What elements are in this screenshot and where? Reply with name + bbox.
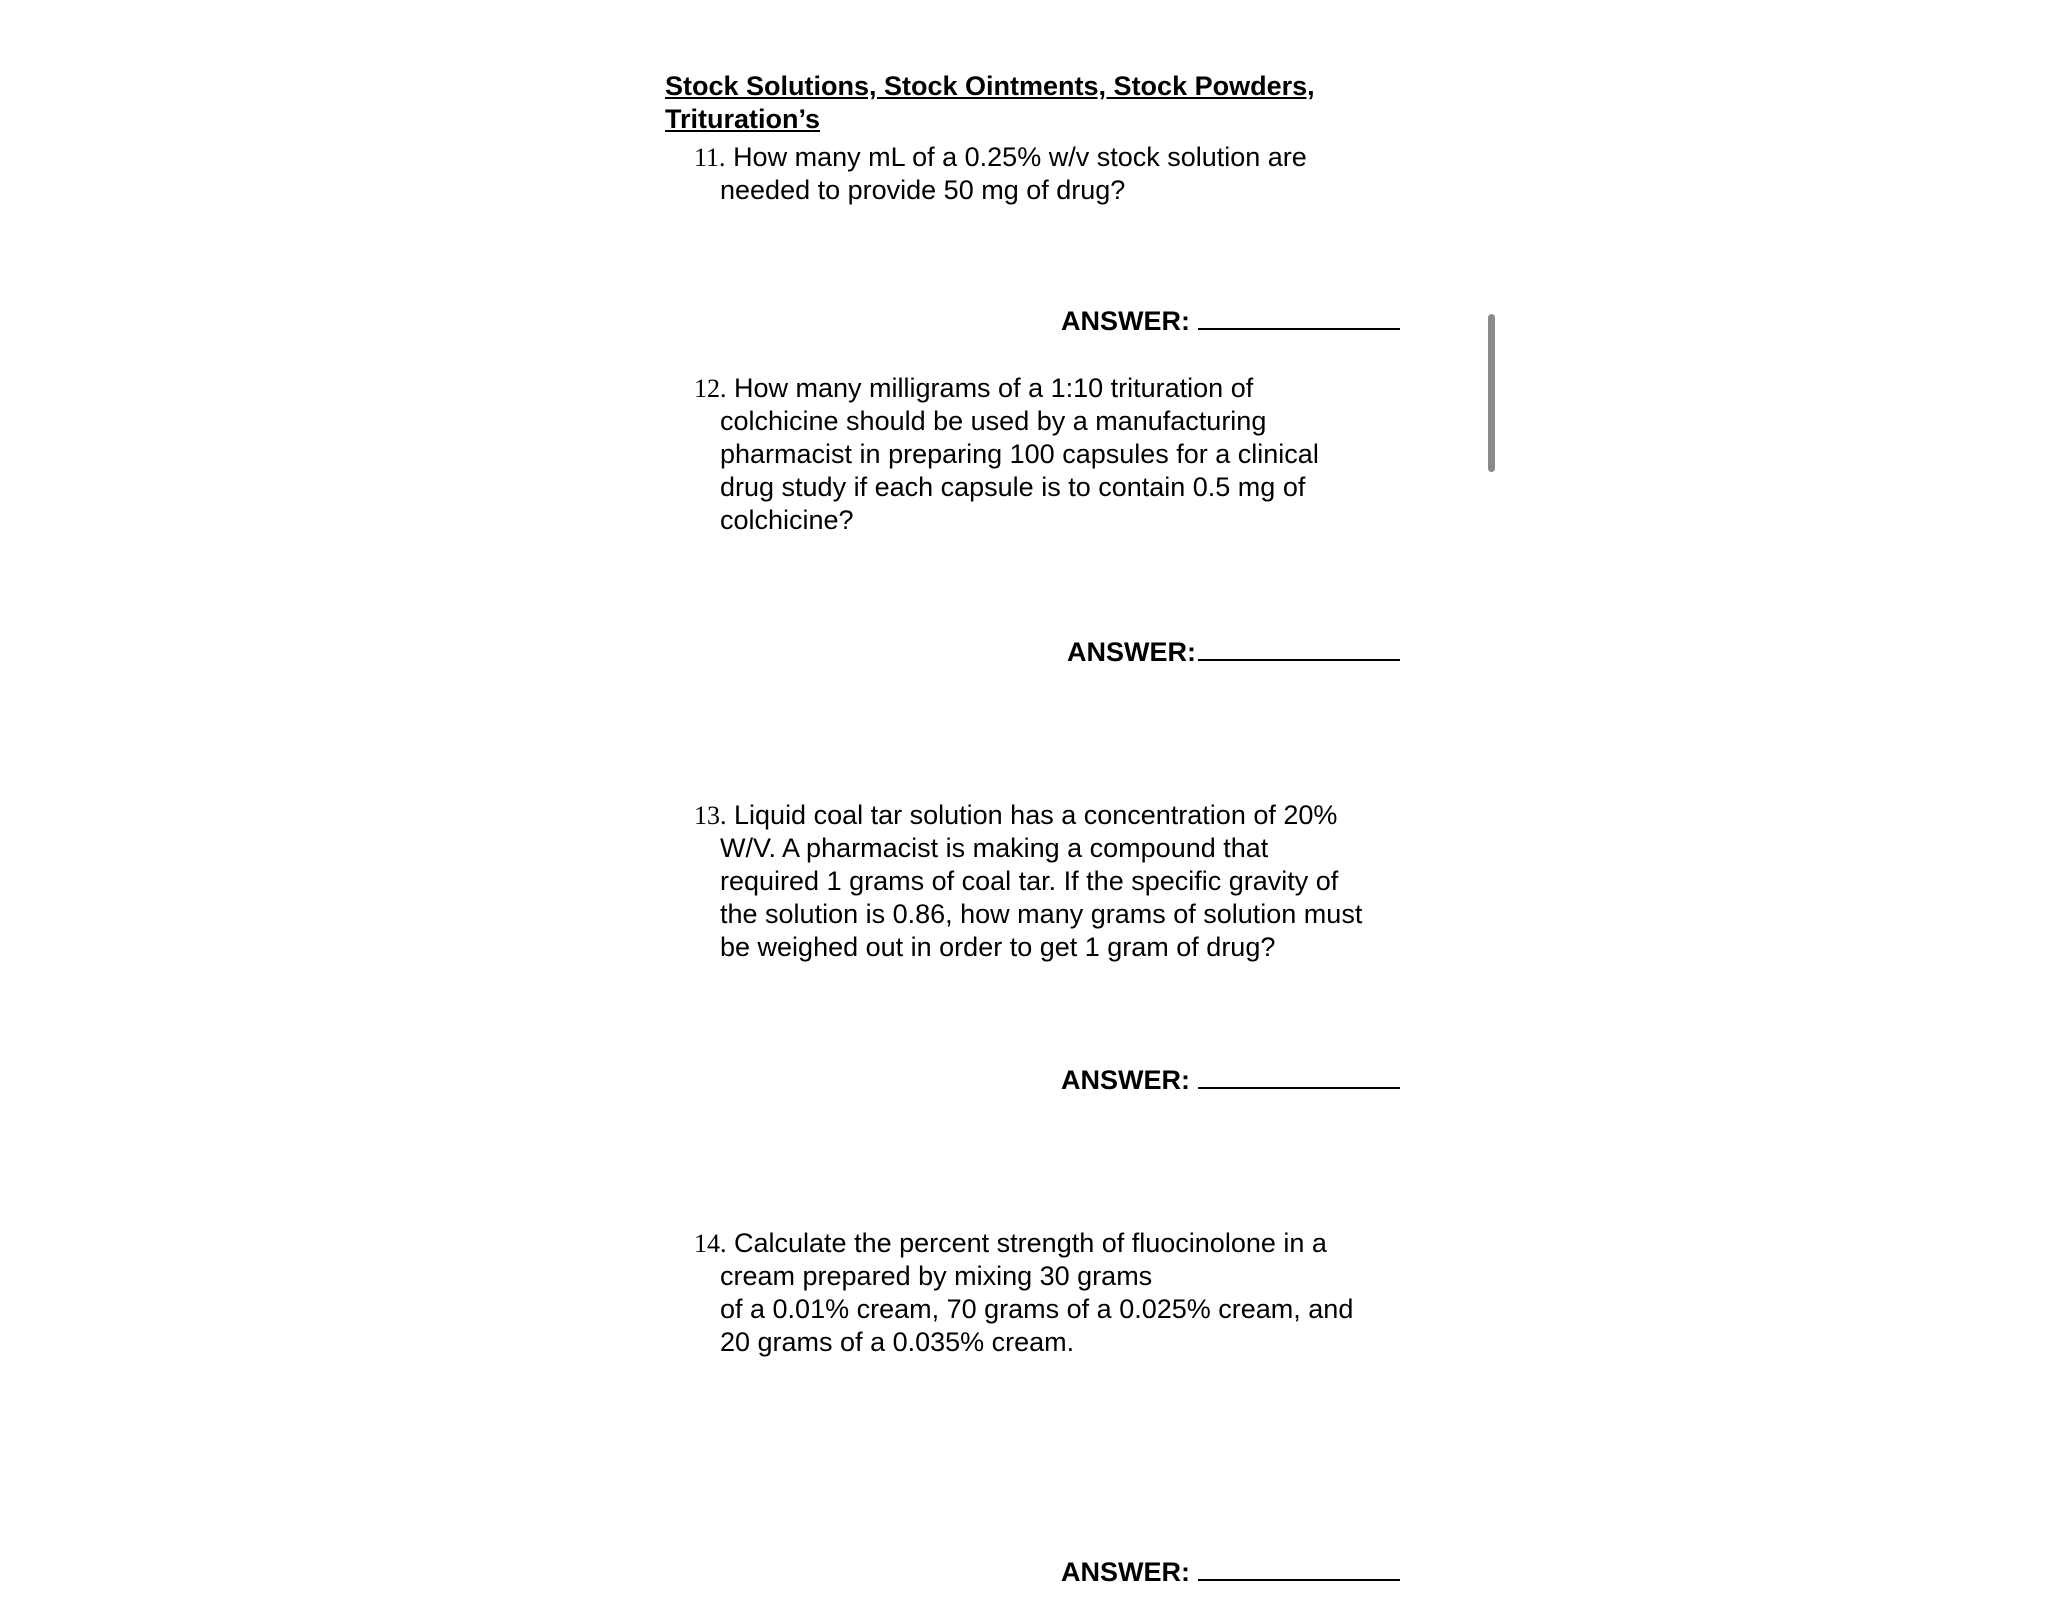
question-13 — [694, 799, 1414, 964]
question-14 — [694, 1227, 1414, 1359]
answer-label: ANSWER: — [1067, 637, 1196, 667]
question-11 — [694, 141, 1414, 207]
question-text-line: needed to provide 50 mg of drug? — [720, 175, 1126, 205]
question-text-line: colchicine should be used by a manufacturing — [720, 406, 1267, 436]
question-12 — [694, 372, 1414, 537]
question-text-line: drug study if each capsule is to contain 0.5 mg of — [720, 472, 1306, 502]
section-heading — [665, 70, 1425, 136]
section-heading-line-1: Stock Solutions, Stock Ointments, Stock Powders, — [665, 71, 1315, 101]
question-text-line: of a 0.01% cream, 70 grams of a 0.025% cream, and — [720, 1294, 1354, 1324]
question-text-line: cream prepared by mixing 30 grams — [720, 1261, 1153, 1291]
answer-label: ANSWER: — [1061, 306, 1190, 336]
question-text-line: colchicine? — [720, 505, 854, 535]
question-text-line: required 1 grams of coal tar. If the specific gravity of — [720, 866, 1339, 896]
answer-line-13 — [1040, 1061, 1400, 1097]
question-text-line: be weighed out in order to get 1 gram of drug? — [720, 932, 1276, 962]
question-text-line: Liquid coal tar solution has a concentration of 20% — [734, 800, 1338, 830]
question-text-line: 20 grams of a 0.035% cream. — [720, 1327, 1075, 1357]
answer-blank[interactable] — [1198, 1553, 1400, 1581]
question-text-line: pharmacist in preparing 100 capsules for a clinical — [720, 439, 1319, 469]
answer-line-11 — [1040, 302, 1400, 338]
question-text-line: W/V. A pharmacist is making a compound that — [720, 833, 1269, 863]
answer-line-14 — [1040, 1553, 1400, 1589]
answer-blank[interactable] — [1198, 1061, 1400, 1089]
answer-line-12 — [1040, 633, 1400, 669]
question-text-line: How many mL of a 0.25% w/v stock solution are — [733, 142, 1307, 172]
answer-label: ANSWER: — [1061, 1557, 1190, 1587]
answer-label: ANSWER: — [1061, 1065, 1190, 1095]
question-number: 12. — [694, 374, 727, 403]
question-text-line: the solution is 0.86, how many grams of solution must — [720, 899, 1363, 929]
question-number: 11. — [694, 143, 726, 172]
question-number: 13. — [694, 801, 727, 830]
answer-blank[interactable] — [1198, 633, 1400, 661]
question-text-line: Calculate the percent strength of fluocinolone in a — [734, 1228, 1327, 1258]
question-text-line: How many milligrams of a 1:10 trituration of — [734, 373, 1254, 403]
answer-blank[interactable] — [1198, 302, 1400, 330]
question-number: 14. — [694, 1229, 727, 1258]
section-heading-line-2: Trituration’s — [665, 104, 821, 134]
vertical-scrollbar-thumb[interactable] — [1488, 314, 1495, 472]
